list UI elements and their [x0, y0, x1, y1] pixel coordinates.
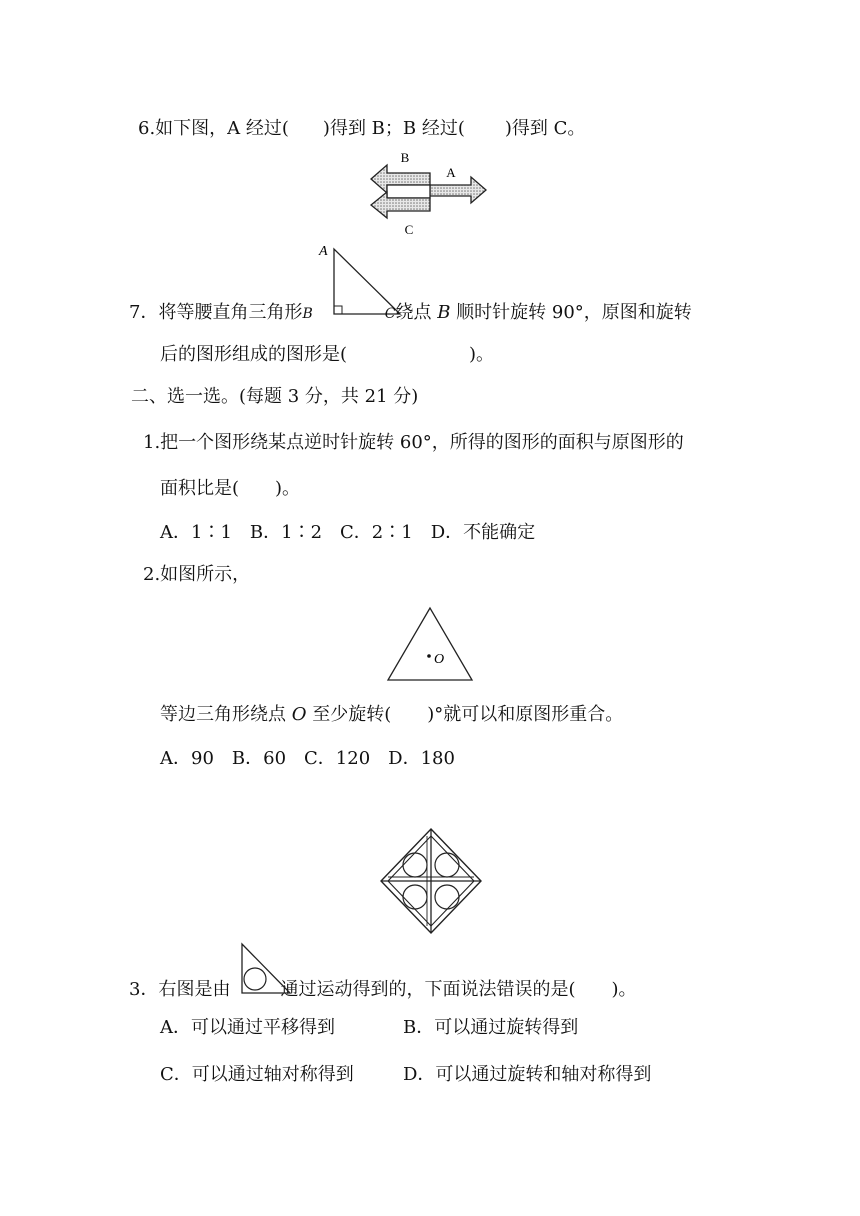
- q7-suffix-2: 顺时针旋转 90°，原图和旋转: [450, 302, 692, 323]
- c2-intro: 2.如图所示，: [143, 564, 251, 585]
- c3-circle-br: [435, 885, 459, 909]
- q7-label-b: B: [302, 306, 313, 322]
- c2-triangle-figure: [382, 604, 480, 684]
- section2-title: 二、选一选。(每题 3 分，共 21 分): [131, 386, 419, 407]
- q7-line2: [160, 343, 494, 367]
- c3-inline-triangle: [242, 944, 290, 993]
- q6-label-a: A: [446, 165, 456, 180]
- c3-suffix: 通过运动得到的，下面说法错误的是( )。: [280, 979, 637, 1000]
- q7-line2-a: 后的图形组成的图形是(: [160, 344, 348, 365]
- q7-suffix-1: 绕点: [395, 302, 438, 323]
- q6-text-part-b: )得到 B；B 经过(: [322, 118, 465, 139]
- c3-opt-d: D．可以通过旋转和轴对称得到: [403, 1064, 652, 1085]
- q7-triangle-label-a: A: [319, 244, 328, 259]
- arrow-a-shape: [430, 177, 486, 203]
- q7-label-c: C: [384, 306, 396, 322]
- c2-point-label: O: [434, 652, 445, 667]
- c2-equilateral-triangle: [388, 608, 472, 680]
- q6-label-b: B: [400, 150, 410, 165]
- c3-circle-bl: [403, 885, 427, 909]
- arrow-center-box: [387, 185, 430, 198]
- c2-center-dot: [427, 654, 431, 658]
- q7-line2-b: )。: [469, 344, 495, 365]
- q6-text: [138, 117, 585, 141]
- c3-inline-circle: [244, 968, 266, 990]
- q6-text-part-c: )得到 C。: [504, 118, 586, 139]
- c3-opt-b: B．可以通过旋转得到: [403, 1017, 579, 1038]
- c2-question: [160, 703, 623, 727]
- c2-q-b: 至少旋转( )°就可以和原图形重合。: [306, 704, 624, 725]
- c3-opt-c: C．可以通过轴对称得到: [160, 1064, 354, 1085]
- c1-options: A．1∶1 B．1∶2 C．2∶1 D．不能确定: [160, 522, 536, 543]
- q6-text-part-a: 6.如下图，A 经过(: [138, 118, 289, 139]
- c2-q-a: 等边三角形绕点: [160, 704, 292, 725]
- q6-arrows-figure: [365, 148, 495, 238]
- c3-prefix: 3．右图是由: [129, 979, 231, 1000]
- c3-circle-tl: [403, 853, 427, 877]
- c2-options: A．90 B．60 C．120 D．180: [160, 748, 455, 769]
- c3-circle-tr: [435, 853, 459, 877]
- c3-diamond-figure: [378, 826, 484, 936]
- c3-inline-triangle-figure: [240, 942, 294, 996]
- c3-question: [129, 978, 637, 1002]
- c1-line1: 1.把一个图形绕某点逆时针旋转 60°，所得的图形的面积与原图形的: [143, 432, 684, 453]
- c1-line2: 面积比是( )。: [160, 478, 301, 499]
- c3-opt-a: A．可以通过平移得到: [160, 1017, 335, 1038]
- c2-q-o: O: [291, 704, 307, 725]
- q7-suffix-b: B: [437, 302, 451, 323]
- q6-label-c: C: [404, 222, 414, 237]
- q7-line1: [129, 301, 692, 326]
- q7-prefix: 7．将等腰直角三角形: [129, 302, 303, 323]
